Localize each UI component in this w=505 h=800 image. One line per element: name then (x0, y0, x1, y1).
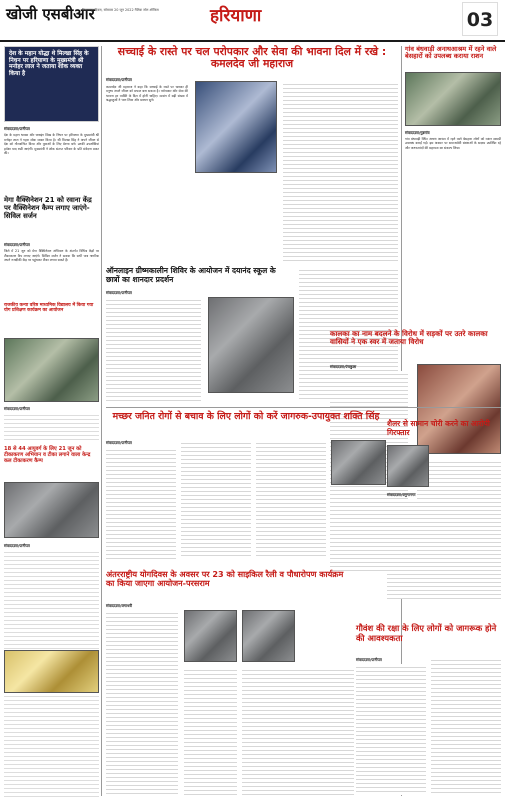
page-number: 03 (462, 2, 498, 36)
right-top-body: गांव बंधवाड़ी स्थित अनाथ आश्रम में रहने वाले बेसहारा लोगों को राशन सामग्री उपलब्ध कराई गई। इस अवसर पर समाजसेवी संस्थाओं के सदस्य उपस्थित रहे और जरूरतमंदों की सहायता का संकल्प लिया। (405, 137, 501, 150)
left-mid-byline: संवाददाता/पानीपत (4, 242, 30, 247)
right-mid-byline: संवाददाता/पंचकुला (330, 364, 357, 369)
center-main-continuation-lines (283, 81, 398, 261)
left-mid-body: जिले में 21 जून को मेगा वैक्सिनेशन अभियान के अंतर्गत विभिन्न केंद्रों पर टीकाकरण कैंप लगाए जाएंगे। सिविल सर्जन ने बताया कि सभी पात्र नागरिक अपने नजदीकी केंद्र पर पहुंचकर टीका लगवा सकते हैं। (4, 249, 99, 263)
right-top-headline: गांव बंधवाड़ी अनाथआश्रम में रहने वाले बेसहारों को उपलब्ध कराया राशन (405, 45, 497, 61)
left-bottom-headline: 18 से 44 आयुवर्ग के लिए 21 जून को टीकाकरण अभियान व टीका लगाने वाला केन्द्र कल टीकाकरण कैम्प (4, 446, 91, 464)
right-mid-headline: कालका का नाम बदलने के विरोध में सड़कों पर उतरे कालका वासियों ने एक स्वर में जताया विरोध (330, 329, 488, 347)
right-bottom-body-1 (356, 664, 426, 795)
bottom-main-headline: मच्छर जनित रोगों से बचाव के लिए लोगों को करें जागरुक-उपायुक्त शक्ति सिंह (112, 411, 380, 422)
column-divider-left (101, 46, 102, 796)
right-lower-photo (387, 445, 429, 487)
bottom-main-body-1 (106, 447, 176, 559)
bottom-sub-story (106, 570, 354, 796)
bottom-sub-body-3 (242, 667, 354, 795)
left-bottom-byline: संवाददाता/पानीपत (4, 543, 30, 548)
left-box-byline: संवाददाता/पानीपत (4, 406, 30, 411)
right-lower-body-lines (387, 499, 501, 599)
section-title: हरियाणा (210, 6, 262, 26)
left-mid-headline: मेगा वैक्सिनेशन 21 को रवाना केंद्र पर वैक्सिनेशन कैम्प लगाए जाएंगे-सिविल सर्जन (4, 196, 92, 220)
right-lower-byline: संवाददाता/यमुनानगर (387, 492, 416, 497)
bottom-main-body-3 (256, 440, 326, 559)
right-bottom-byline: संवाददाता/पानीपत (356, 657, 382, 662)
bottom-main-byline: संवाददाता/पानीपत (106, 440, 132, 445)
left-top-byline: संवाददाता/पानीपत (4, 126, 30, 131)
bottom-main-story (106, 412, 386, 564)
right-lower-headline: शैलर से सामान चोरी करने का आरोपी गिरफ्तार (387, 419, 490, 437)
left-box-body-lines (4, 412, 99, 442)
center-sub-photo (208, 297, 294, 393)
bottom-main-photo (331, 440, 386, 485)
newspaper-brand: खोजी एसबीआर (6, 5, 95, 23)
right-bottom-headline: गौवंश की रक्षा के लिए लोगों को जागरूक होने की आवश्यकता (356, 623, 497, 643)
left-top-feature (4, 46, 99, 122)
left-top-body: देश के महान धावक और फ्लाइंग सिख के निधन पर हरियाणा के मुख्यमंत्री श्री मनोहर लाल ने गहरा शोक व्यक्त किया है। श्री मिल्खा सिंह ने अपने जीवन से देश को गौरवान्वित किया और युवाओं के लिए प्रेरणा बने। उनकी उपलब्धियां हमेशा याद रखी जाएंगी। मुख्यमंत्री ने शोक संतप्त परिवार के प्रति संवेदना प्रकट की। (4, 133, 99, 156)
center-main-byline: संवाददाता/पानीपत (106, 77, 132, 82)
horizontal-divider-bottom (106, 407, 501, 408)
right-bottom-body-2 (431, 657, 501, 795)
bottom-main-body-2 (181, 440, 251, 559)
center-main-body: कमलदेव जी महाराज ने कहा कि सच्चाई के रास्ते पर चलकर ही मनुष्य अपने जीवन को सफल बना सकता है। परोपकार और सेवा की भावना हर व्यक्ति के दिल में होनी चाहिए। सत्संग में बड़ी संख्या में श्रद्धालुओं ने भाग लिया और प्रवचन सुने। (106, 85, 188, 103)
center-sub-body-left (106, 297, 201, 401)
bottom-sub-photo-right (242, 610, 295, 662)
right-bottom-story (356, 624, 501, 796)
right-top-photo (405, 72, 501, 126)
bottom-sub-byline: संवाददाता/जगाधरी (106, 603, 133, 608)
yoga-photo (4, 338, 99, 402)
center-sub-byline: संवाददाता/पानीपत (106, 290, 132, 295)
right-top-byline: संवाददाता/गुडगांव (405, 130, 430, 135)
right-lower-story (387, 420, 501, 600)
bottom-sub-photo-left (184, 610, 237, 662)
left-bottom-photo (4, 650, 99, 693)
dateline: बिलासपुर दिवस, सोमवार 20 जून 2022 नैतिक जोन ऑफिस (82, 8, 159, 12)
bottom-sub-body-1 (106, 610, 178, 795)
left-box-headline: राजकीय कन्या वरिष्ठ माध्यमिक विद्यालय में किया गया योग प्रशिक्षण कार्यक्रम का आयोजन (4, 303, 94, 314)
center-sub-headline: ऑनलाइन ग्रीष्मकालीन शिविर के आयोजन में दयानंद स्कूल के छात्रों का शानदार प्रदर्शन (106, 266, 276, 284)
center-main-headline: सच्चाई के रास्ते पर चल परोपकार और सेवा की भावना दिल में रखे : कमलदेव जी महाराज (117, 45, 387, 71)
bottom-sub-headline: अंतरराष्ट्रीय योगदिवस के अवसर पर 23 को साइकिल रैली व पौधारोपण कार्यक्रम का किया जाएगा आयोजन-परसराम (106, 569, 344, 589)
newspaper-masthead (0, 0, 505, 42)
vaccination-photo (4, 482, 99, 538)
left-column (4, 46, 99, 794)
left-top-headline: देश के महान योद्धा थे मिल्खा सिंह के निधन पर हरियाणा के मुख्यमंत्री श्री मनोहर लाल ने जताया शोक व्यक्त किया है (9, 51, 89, 78)
center-main-photo (195, 81, 277, 173)
bottom-sub-body-2 (184, 667, 237, 795)
